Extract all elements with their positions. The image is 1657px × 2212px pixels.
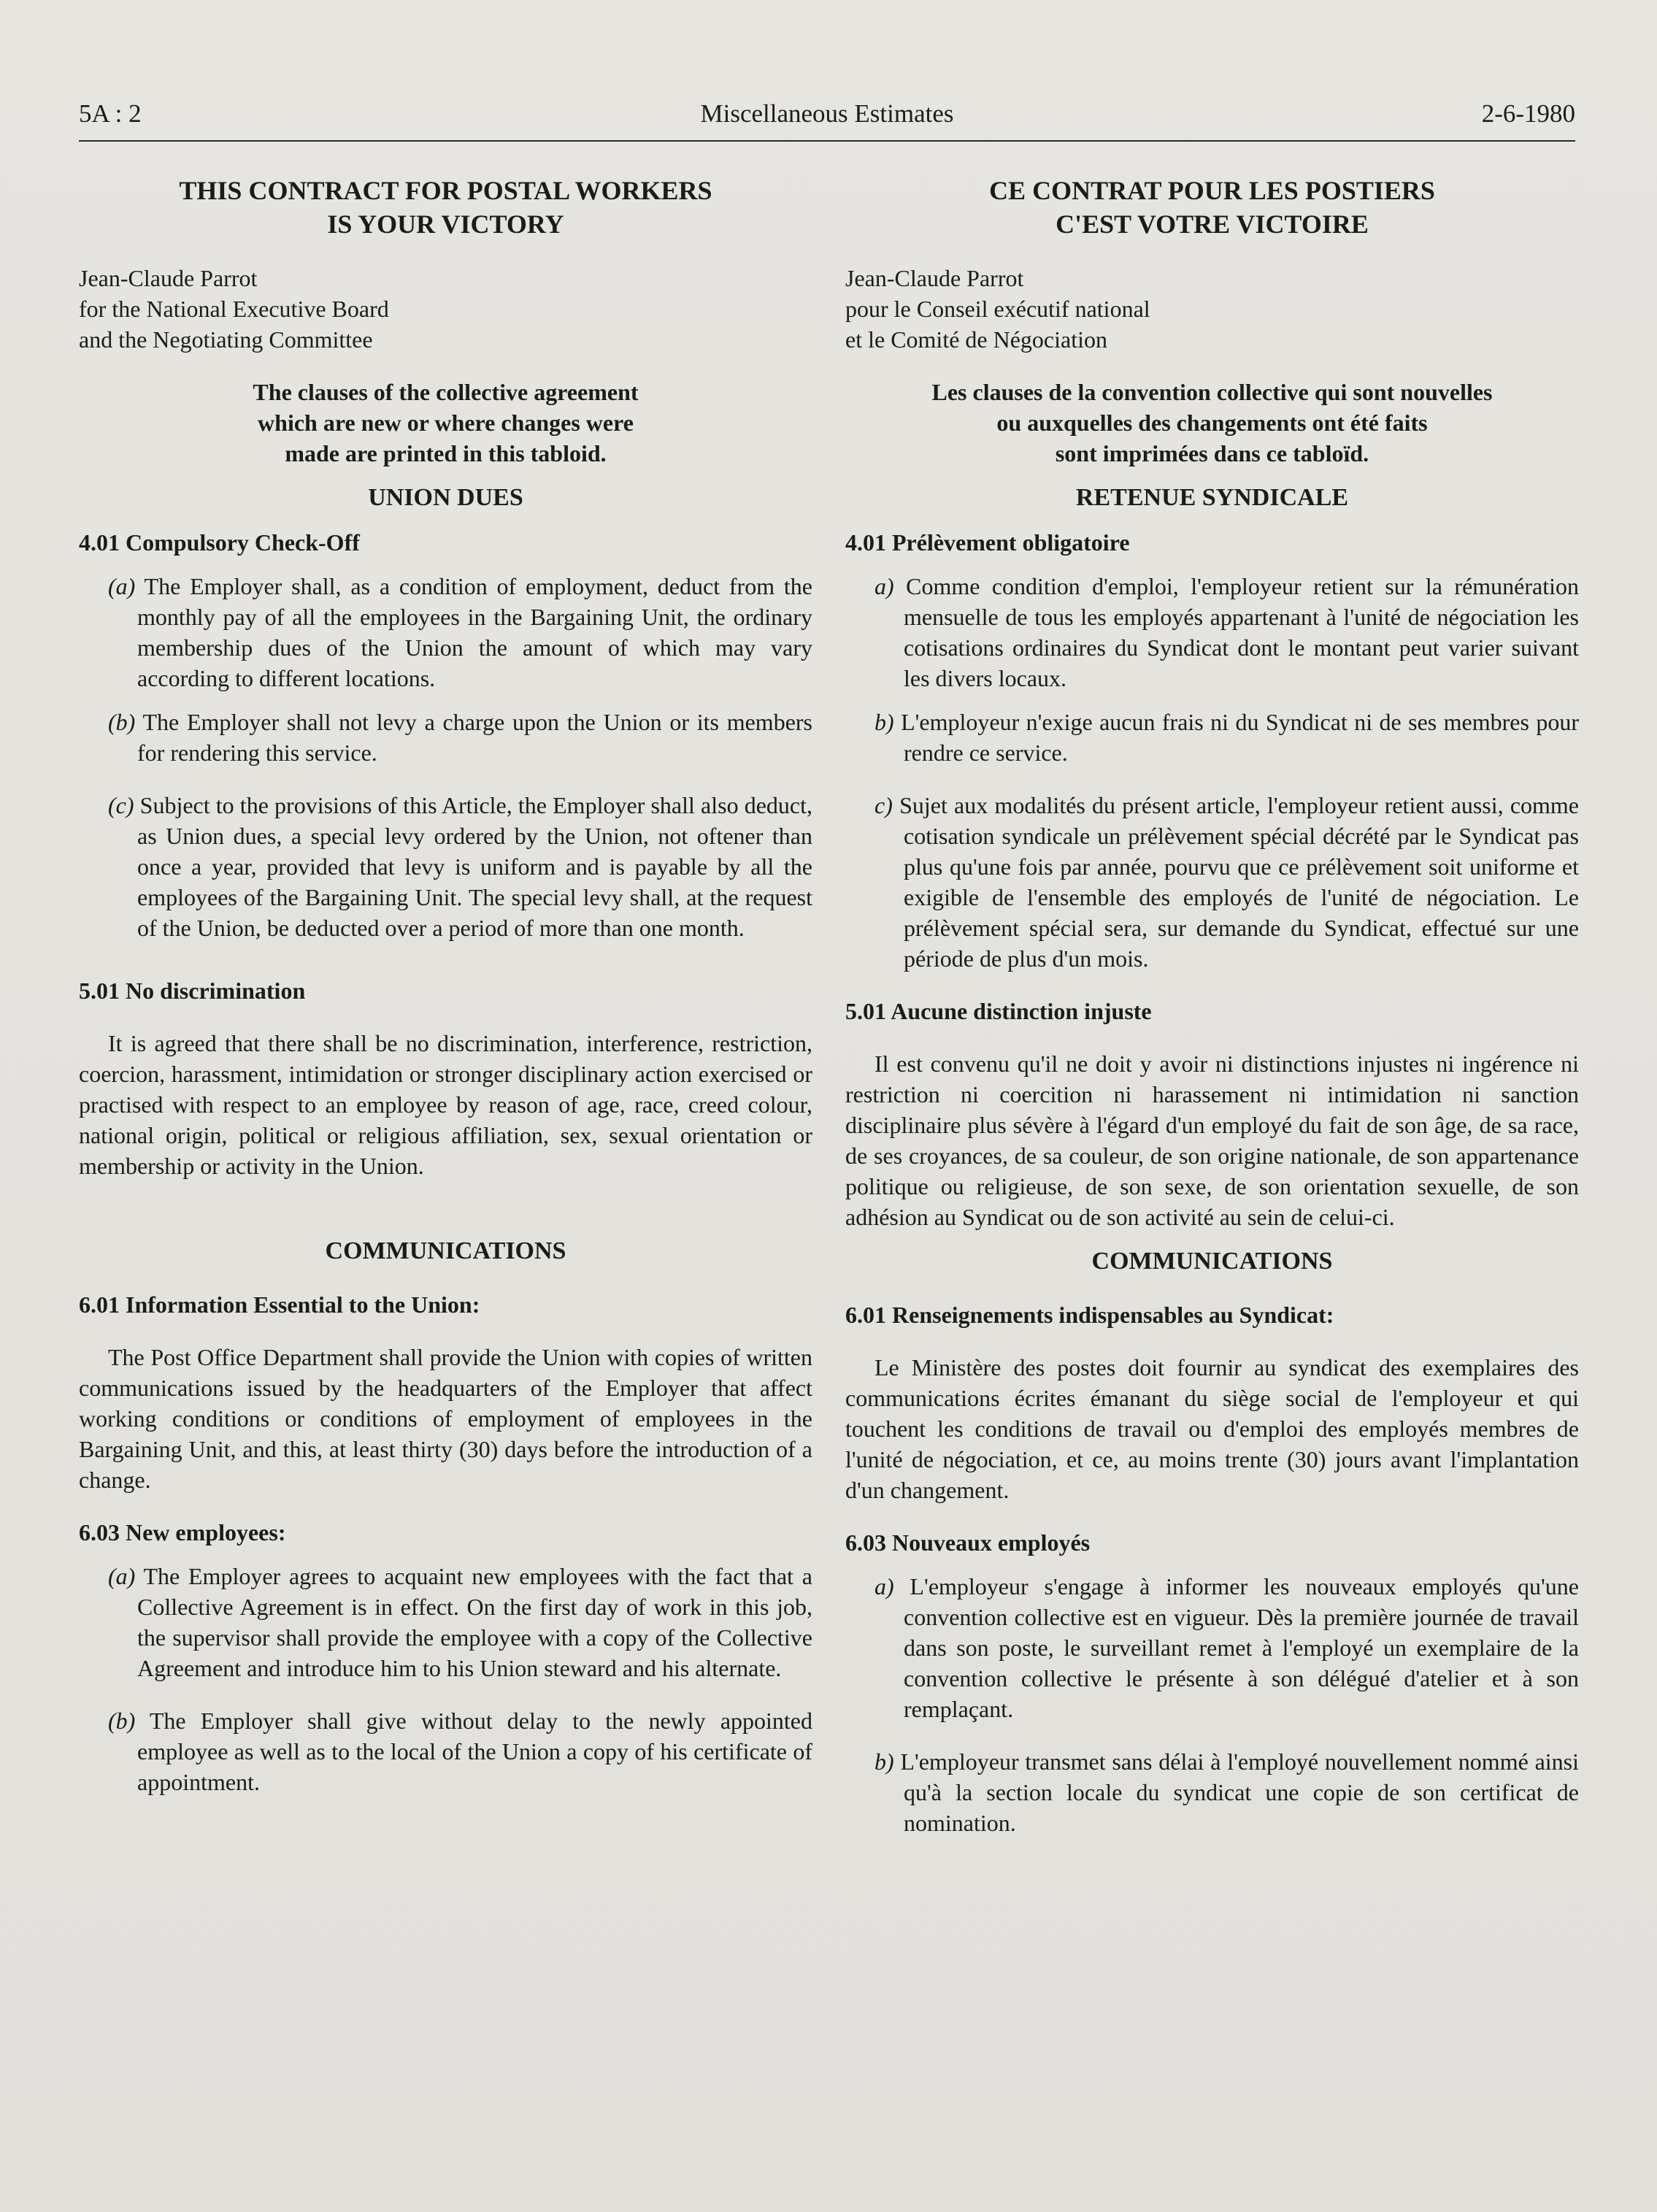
section-4-01-c: (c) Subject to the provisions of this Article, the Employer shall also deduct, as Union dues, a special levy ordered by the Union, not oftener than once a year, provided that levy is uniform and is payable by all the employees of the Bargaining Unit. The special levy shall, at the request of the Union, be deducted over a period of more than one month.	[108, 792, 813, 941]
page-header	[79, 99, 1575, 142]
author-line3: et le Comité de Négociation	[845, 326, 1107, 353]
author-name: Jean-Claude Parrot	[845, 265, 1024, 291]
section-4-01-a: a) Comme condition d'emploi, l'employeur retient sur la rémunération mensuelle de tous les employés appartenant à l'unité de négociation les cotisations ordinaires du Syndicat dont le montant peut varier suivant les divers locaux.	[874, 573, 1580, 691]
section-4-01-title: 4.01 Compulsory Check-Off	[79, 529, 360, 556]
english-column	[79, 174, 812, 1797]
author-name: Jean-Claude Parrot	[79, 265, 258, 291]
section-6-01-title: 6.01 Renseignements indispensables au Syndicat:	[845, 1302, 1334, 1328]
section-6-03-title: 6.03 New employees:	[79, 1519, 286, 1545]
header-title: Miscellaneous Estimates	[700, 99, 954, 128]
contract-title-line1: THIS CONTRACT FOR POSTAL WORKERS	[179, 176, 712, 205]
communications-heading: COMMUNICATIONS	[325, 1237, 566, 1264]
section-6-03-b: b) L'employeur transmet sans délai à l'employé nouvellement nommé ainsi qu'à la section locale du syndicat une copie de son certificat de nomination.	[874, 1748, 1580, 1836]
section-4-01-b: (b) The Employer shall not levy a charge upon the Union or its members for rendering this service.	[108, 709, 813, 766]
notice-line3: made are printed in this tabloid.	[285, 440, 607, 466]
notice-line1: Les clauses de la convention collective qui sont nouvelles	[931, 379, 1493, 405]
author-block	[845, 263, 1579, 355]
author-line3: and the Negotiating Committee	[79, 326, 373, 353]
contract-title-line2: C'EST VOTRE VICTOIRE	[1056, 210, 1369, 239]
section-6-01-text: Le Ministère des postes doit fournir au syndicat des exemplaires des communications écrites émanant du siège social de l'employeur et qui touchent les conditions de travail ou d'emploi des employés membres de l'unité de négociation, et ce, au moins trente (30) jours avant l'implantation d'un changement.	[845, 1354, 1579, 1503]
section-6-03-a: (a) The Employer agrees to acquaint new employees with the fact that a Collective Agreement is in effect. On the first day of work in this job, the supervisor shall provide the employee with a copy of the Collective Agreement and introduce him to his Union steward and his alternate.	[108, 1563, 813, 1681]
author-line2: for the National Executive Board	[79, 296, 389, 322]
communications-heading: COMMUNICATIONS	[1091, 1248, 1333, 1275]
union-dues-heading: UNION DUES	[368, 484, 523, 511]
notice-line2: ou auxquelles des changements ont été faits	[996, 410, 1428, 436]
section-6-01-text: The Post Office Department shall provide the Union with copies of written communications issued by the headquarters of the Employer that affect working conditions or conditions of employment of employees in the Bargaining Unit, and this, at least thirty (30) days before the introduction of a change.	[79, 1344, 812, 1493]
author-block	[79, 263, 812, 355]
contract-title-line2: IS YOUR VICTORY	[327, 210, 564, 239]
page-reference: 5A : 2	[79, 99, 142, 128]
section-5-01-title: 5.01 Aucune distinction injuste	[845, 998, 1152, 1024]
section-5-01-title: 5.01 No discrimination	[79, 978, 306, 1004]
section-6-03-title: 6.03 Nouveaux employés	[845, 1529, 1091, 1556]
section-5-01-text: It is agreed that there shall be no discrimination, interference, restriction, coercion, harassment, intimidation or stronger disciplinary action exercised or practised with respect to an employee by reason of age, race, creed colour, national origin, political or religious affiliation, sex, sexual orientation or membership or activity in the Union.	[79, 1030, 812, 1179]
author-line2: pour le Conseil exécutif national	[845, 296, 1150, 322]
section-4-01-b: b) L'employeur n'exige aucun frais ni du Syndicat ni de ses membres pour rendre ce service.	[874, 709, 1580, 766]
section-6-03-b: (b) The Employer shall give without delay to the newly appointed employee as well as to the local of the Union a copy of his certificate of appointment.	[108, 1708, 813, 1795]
contract-title-line1: CE CONTRAT POUR LES POSTIERS	[989, 176, 1435, 205]
section-4-01-title: 4.01 Prélèvement obligatoire	[845, 529, 1130, 556]
section-6-01-title: 6.01 Information Essential to the Union:	[79, 1291, 480, 1318]
union-dues-heading: RETENUE SYNDICALE	[1075, 484, 1349, 511]
section-6-03-a: a) L'employeur s'engage à informer les nouveaux employés qu'une convention collective est en vigueur. Dès la première journée de travail dans son poste, le surveillant remet à l'employé un exemplaire de la convention collective le présente à son délégué d'atelier et à son remplaçant.	[874, 1573, 1580, 1722]
section-4-01-c: c) Sujet aux modalités du présent article, l'employeur retient aussi, comme cotisation syndicale un prélèvement spécial décrété par le Syndicat pas plus qu'une fois par année, pourvu que ce prélèvement soit uniforme et exigible de l'ensemble des employés de l'unité de négociation. Le prélèvement spécial sera, sur demande du Syndicat, effectué sur une période de plus d'un mois.	[874, 792, 1580, 972]
notice-line1: The clauses of the collective agreement	[253, 379, 639, 405]
section-4-01-a: (a) The Employer shall, as a condition of employment, deduct from the monthly pay of all the employees in the Bargaining Unit, the ordinary membership dues of the Union the amount of which may vary according to different locations.	[108, 573, 812, 691]
header-date: 2-6-1980	[1481, 99, 1575, 128]
notice-line2: which are new or where changes were	[258, 410, 634, 436]
section-5-01-text: Il est convenu qu'il ne doit y avoir ni distinctions injustes ni ingérence ni restriction ni coercition ni harassement ni intimidation ni sanction disciplinaire plus sévère à l'égard d'un employé du fait de son âge, de sa race, de ses croyances, de sa couleur, de son origine nationale, de son appartenance politique ou religieuse, de son sexe, de son orientation sexuelle, de son adhésion au Syndicat ou de son activité au sein de celui-ci.	[845, 1051, 1579, 1230]
french-column	[845, 174, 1579, 1838]
notice-line3: sont imprimées dans ce tabloïd.	[1055, 440, 1369, 466]
